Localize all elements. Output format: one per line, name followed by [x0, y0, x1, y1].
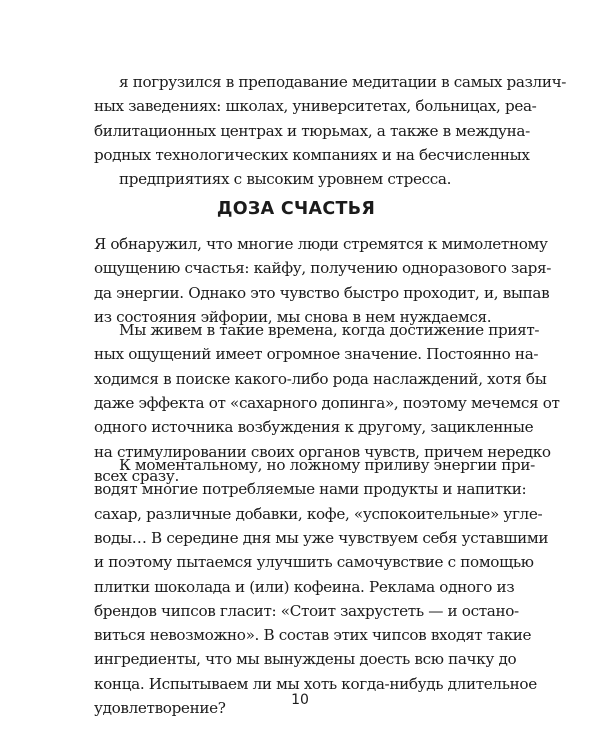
text-line: одного источника возбуждения к другому, зацикленные: [94, 418, 534, 437]
text-line: водят многие потребляемые нами продукты и напитки:: [94, 480, 527, 499]
text-line: Я обнаружил, что многие люди стремятся к мимолетному: [94, 235, 548, 253]
page-number: 10: [291, 692, 309, 708]
section-heading: ДОЗА СЧАСТЬЯ: [216, 199, 376, 219]
text-line: да энергии. Однако это чувство быстро проходит, и, выпав: [94, 283, 550, 302]
text-line: и поэтому пытаемся улучшить самочувствие с помощью: [94, 553, 534, 572]
text-line: ных заведениях: школах, университетах, больницах, реа-: [94, 97, 537, 116]
text-line: я погрузился в преподавание медитации в самых различ-: [119, 73, 567, 91]
text-line: виться невозможно». В состав этих чипсов входят такие: [94, 626, 532, 645]
text-line: билитационных центрах и тюрьмах, а также в междуна-: [94, 121, 530, 140]
text-line: из состояния эйфории, мы снова в нем нуждаемся.: [94, 307, 492, 326]
text-line: даже эффекта от «сахарного допинга», поэтому мечемся от: [94, 393, 560, 412]
text-line: ощущению счастья: кайфу, получению одноразового заря-: [94, 259, 552, 278]
text-line: К моментальному, но ложному приливу энергии при-: [119, 456, 535, 474]
text-line: ингредиенты, что мы вынуждены доесть всю пачку до: [94, 650, 517, 669]
text-line: родных технологических компаниях и на бесчисленных: [94, 145, 530, 164]
text-line: ных ощущений имеет огромное значение. Постоянно на-: [94, 345, 539, 364]
text-line: удовлетворение?: [94, 699, 226, 717]
text-line: конца. Испытываем ли мы хоть когда-нибудь длительное: [94, 674, 537, 693]
text-line: ходимся в поиске какого-либо рода наслаждений, хотя бы: [94, 369, 547, 388]
text-line: всех сразу.: [94, 466, 179, 485]
text-line: плитки шоколада и (или) кофеина. Реклама одного из: [94, 577, 515, 596]
text-line: брендов чипсов гласит: «Стоит захрустеть — и остано-: [94, 601, 519, 620]
text-line: сахар, различные добавки, кофе, «успокоительные» угле-: [94, 504, 543, 523]
text-line: на стимулировании своих органов чувств, причем нередко: [94, 442, 551, 461]
text-line: воды… В середине дня мы уже чувствуем себя уставшими: [94, 528, 549, 547]
text-line: предприятиях с высоким уровнем стресса.: [119, 170, 452, 189]
text-line: Мы живем в такие времена, когда достижение прият-: [119, 321, 540, 339]
